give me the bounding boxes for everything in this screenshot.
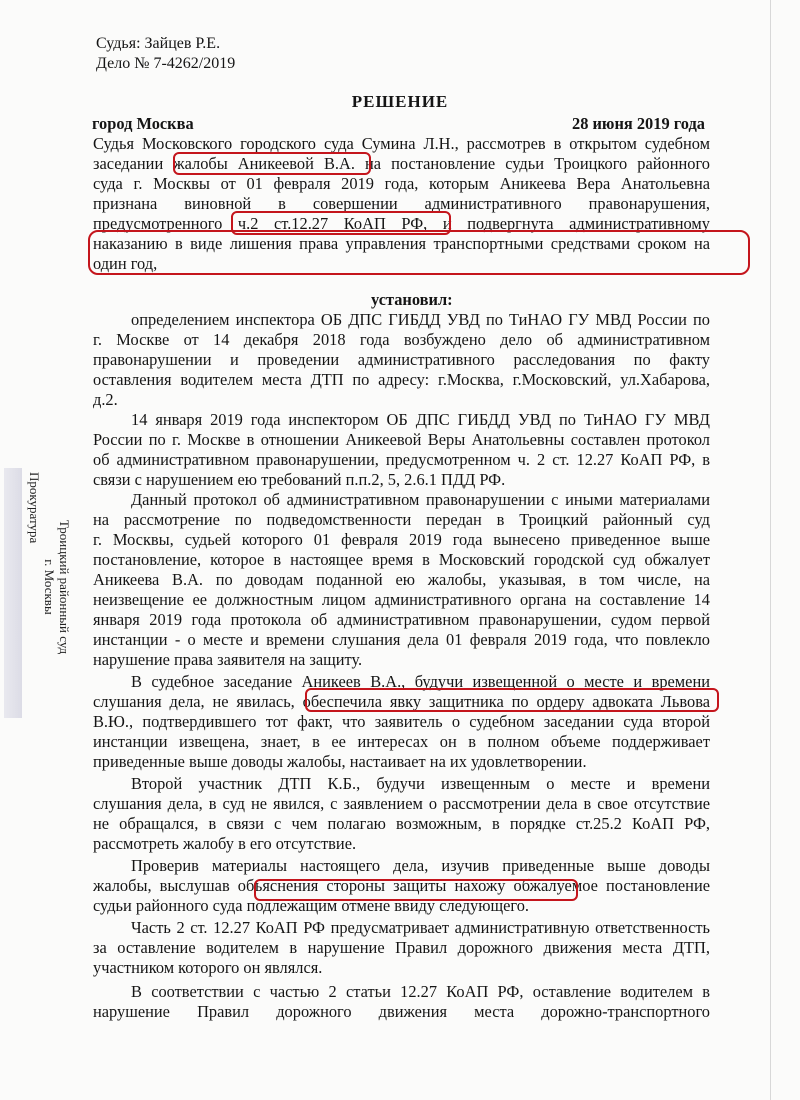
- intro-line: наказанию в виде лишения права управления транспортными средствами сроком на: [93, 234, 710, 253]
- para6-line: судьи районного суда подлежащим отмене ввиду следующего.: [93, 896, 529, 915]
- para2-line: России по г. Москве в отношении Аникеевой Веры Анатольевны составлен протокол: [93, 430, 710, 449]
- para2-line: 14 января 2019 года инспектором ОБ ДПС ГИБДД УВД по ТиНАО ГУ МВД: [131, 410, 710, 429]
- para4-line: В.Ю., подтвердившего тот факт, что заявитель о судебном заседании суда второй: [93, 712, 710, 731]
- document-title: РЕШЕНИЕ: [351, 92, 449, 111]
- para5-line: Второй участник ДТП К.Б., будучи извещенным о месте и времени: [131, 774, 710, 793]
- para1-line: правонарушении и проведении административного расследования по факту: [93, 350, 710, 369]
- para5-line: рассмотреть жалобу в его отсутствие.: [93, 834, 357, 853]
- para5-line: слушания дела, в суд не явился, с заявлением о рассмотрении дела в свое отсутствие: [93, 794, 710, 813]
- para6-line: Проверив материалы настоящего дела, изучив приведенные выше доводы: [131, 856, 710, 875]
- para3-line: на рассмотрение по подведомственности передан в Троицкий районный суд: [93, 510, 710, 529]
- para3-line: неизвещение ее должностным лицом административного органа на составление 14: [93, 590, 710, 609]
- intro-line: Судья Московского городского суда Сумина Л.Н., рассмотрев в открытом судебном: [93, 134, 710, 153]
- para7-line: участником которого он являлся.: [93, 958, 323, 977]
- intro-line: заседании жалобы Аникеевой В.А. на постановление судьи Троицкого районного: [93, 154, 710, 173]
- para6-line: жалобы, выслушав объяснения стороны защиты нахожу обжалуемое постановление: [93, 876, 710, 895]
- para3-line: Аникеева В.А. по доводам поданной ею жалобы, указывая, в том числе, на: [93, 570, 710, 589]
- para5-line: не обращался, в связи с чем полагаю возможным, в порядке ст.25.2 КоАП РФ,: [93, 814, 710, 833]
- para2-line: связи с нарушением ею требований п.п.2, 5, 2.6.1 ПДД РФ.: [93, 470, 506, 489]
- highlight-complaint: [173, 152, 371, 175]
- para4-line: инстанции извещена, знает, в ее интересах он в полном объеме поддерживает: [93, 732, 710, 751]
- para8-line: В соответствии с частью 2 статьи 12.27 КоАП РФ, оставление водителем в: [131, 982, 710, 1001]
- para3-line: января 2019 года протокола об административном правонарушении, судом первой: [93, 610, 710, 629]
- para7-line: за оставление водителем в нарушение Правил дорожного движения места ДТП,: [93, 938, 710, 957]
- para1-line: оставления водителем места ДТП по адресу: г.Москва, г.Московский, ул.Хабарова,: [93, 370, 710, 389]
- para3-line: г. Москвы, судьей которого 01 февраля 2019 года вынесено приведенное выше: [93, 530, 710, 549]
- para3-line: нарушение права заявителя на защиту.: [93, 650, 363, 669]
- city: город Москва: [92, 114, 194, 133]
- judge-line: Судья: Зайцев Р.Е.: [96, 35, 221, 52]
- intro-line: суда г. Москвы от 01 февраля 2019 года, которым Аникеева Вера Анатольевна: [93, 174, 710, 193]
- scan-edge: [770, 0, 771, 1100]
- para3-line: инстанции - о месте и времени слушания дела 01 февраля 2019 года, что повлекло: [93, 630, 710, 649]
- decision-date: 28 июня 2019 года: [572, 114, 705, 133]
- para4-line: В судебное заседание Аникеев В.А., будучи извещенной о месте и времени: [131, 672, 710, 691]
- para4-line: приведенные выше доводы жалобы, настаивает на их удовлетворении.: [93, 752, 587, 771]
- para3-line: Данный протокол об административном правонарушении с иными материалами: [131, 490, 710, 509]
- highlight-penalty: [88, 230, 750, 275]
- para4-line: слушания дела, не явилась, обеспечила явку защитника по ордеру адвоката Львова: [93, 692, 710, 711]
- highlight-annulment: [254, 879, 578, 901]
- stamp-line: Троицкий районный суд: [57, 519, 72, 655]
- case-number: Дело № 7-4262/2019: [96, 55, 236, 72]
- para3-line: постановление, которое в настоящее время в Московский городской суд обжалует: [93, 550, 710, 569]
- stamp-line: г. Москвы: [42, 559, 57, 615]
- intro-line: один год,: [93, 254, 158, 273]
- ustanovil-heading: установил:: [371, 290, 453, 309]
- stamp-line: Прокуратура: [27, 472, 42, 544]
- highlight-defender: [305, 688, 719, 712]
- para1-line: определением инспектора ОБ ДПС ГИБДД УВД по ТиНАО ГУ МВД России по: [131, 310, 710, 329]
- court-stamp: [10, 462, 72, 712]
- intro-line: предусмотренного ч.2 ст.12.27 КоАП РФ, и подвергнута административному: [93, 214, 710, 233]
- para2-line: об административном правонарушении, предусмотренном ч. 2 ст. 12.27 КоАП РФ, в: [93, 450, 710, 469]
- para1-line: д.2.: [93, 390, 118, 409]
- para1-line: г. Москве от 14 декабря 2018 года возбуждено дело об административном: [93, 330, 710, 349]
- para8-line: нарушение Правил дорожного движения места дорожно-транспортного: [93, 1002, 710, 1021]
- para7-line: Часть 2 ст. 12.27 КоАП РФ предусматривает административную ответственность: [131, 918, 710, 937]
- intro-line: признана виновной в совершении административного правонарушения,: [93, 194, 710, 213]
